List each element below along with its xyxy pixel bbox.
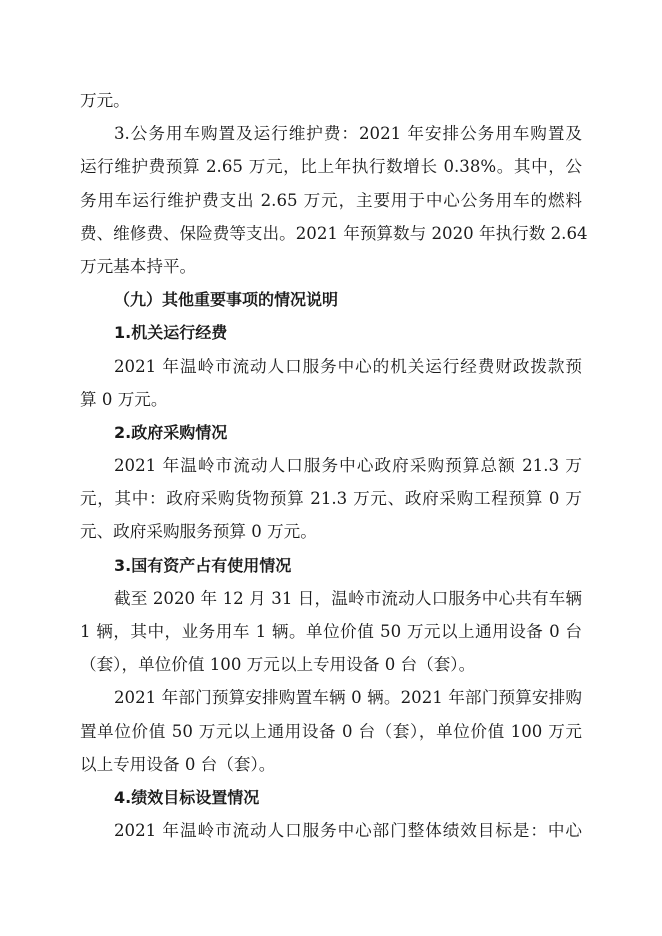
- paragraph-line: 2021 年温岭市流动人口服务中心的机关运行经费财政拨款预: [114, 356, 582, 376]
- paragraph-line: 2021 年温岭市流动人口服务中心部门整体绩效目标是：中心: [114, 821, 582, 841]
- paragraph-line: 截至 2020 年 12 月 31 日，温岭市流动人口服务中心共有车辆: [114, 588, 582, 608]
- paragraph-line: 万元。: [80, 91, 130, 110]
- paragraph-line: 元，其中：政府采购货物预算 21.3 万元、政府采购工程预算 0 万: [80, 489, 582, 509]
- document-page: [80, 84, 588, 847]
- paragraph-line: 万元基本持平。: [80, 256, 197, 276]
- section-heading: （九）其他重要事项的情况说明: [114, 290, 339, 310]
- paragraph-line: 1 辆，其中，业务用车 1 辆。单位价值 50 万元以上通用设备 0 台: [80, 622, 582, 641]
- paragraph-line: 2021 年部门预算安排购置车辆 0 辆。2021 年部门预算安排购: [114, 688, 582, 708]
- paragraph-line: 置单位价值 50 万元以上通用设备 0 台（套），单位价值 100 万元: [80, 721, 582, 741]
- paragraph-line: 费、维修费、保险费等支出。2021 年预算数与 2020 年执行数 2.64: [80, 223, 588, 243]
- section-heading: 4.绩效目标设置情况: [114, 787, 260, 807]
- paragraph-line: 务用车运行维护费支出 2.65 万元，主要用于中心公务用车的燃料: [80, 190, 582, 210]
- section-heading: 3.国有资产占有使用情况: [114, 555, 292, 575]
- paragraph-line: 3.公务用车购置及运行维护费：2021 年安排公务用车购置及: [114, 124, 582, 144]
- paragraph-line: 2021 年温岭市流动人口服务中心政府采购预算总额 21.3 万: [114, 456, 582, 476]
- section-heading: 2.政府采购情况: [114, 422, 228, 442]
- paragraph-line: （套），单位价值 100 万元以上专用设备 0 台（套）。: [80, 655, 476, 675]
- paragraph-line: 以上专用设备 0 台（套）。: [80, 754, 276, 774]
- section-heading: 1.机关运行经费: [114, 323, 228, 343]
- paragraph-line: 元、政府采购服务预算 0 万元。: [80, 522, 317, 542]
- paragraph-line: 算 0 万元。: [80, 389, 168, 409]
- paragraph-line: 运行维护费预算 2.65 万元，比上年执行数增长 0.38%。其中，公: [80, 157, 582, 177]
